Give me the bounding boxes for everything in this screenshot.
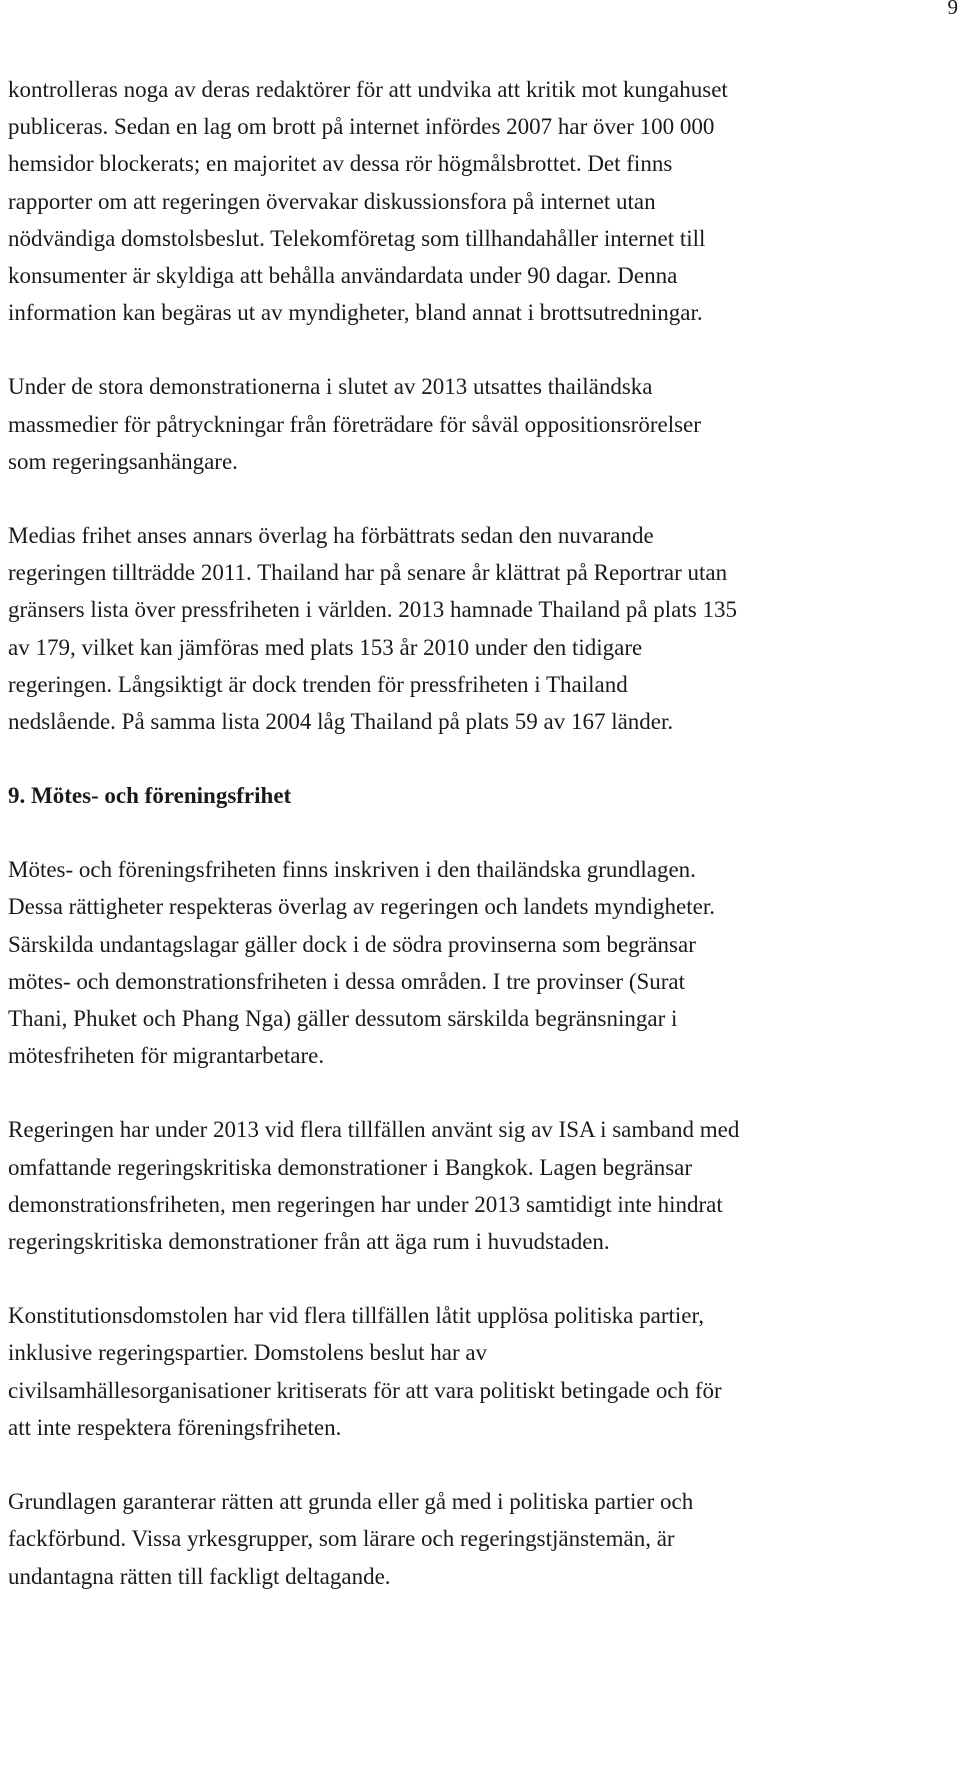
text-line: Dessa rättigheter respekteras överlag av regeringen och landets myndigheter.	[8, 894, 715, 920]
text-line: Särskilda undantagslagar gäller dock i de södra provinserna som begränsar	[8, 931, 696, 957]
text-line: demonstrationsfriheten, men regeringen har under 2013 samtidigt inte hindrat	[8, 1191, 723, 1217]
paragraph-internet-censorship	[8, 71, 953, 331]
paragraph-spacer	[8, 480, 953, 517]
text-line: fackförbund. Vissa yrkesgrupper, som lärare och regeringstjänstemän, är	[8, 1526, 675, 1552]
paragraph-spacer	[8, 1446, 953, 1483]
text-line: nedslående. På samma lista 2004 låg Thailand på plats 59 av 167 länder.	[8, 709, 674, 735]
text-line: Grundlagen garanterar rätten att grunda eller gå med i politiska partier och	[8, 1489, 694, 1515]
text-line: publiceras. Sedan en lag om brott på internet infördes 2007 har över 100 000	[8, 114, 715, 140]
paragraph-spacer	[8, 1074, 953, 1111]
text-line: regeringskritiska demonstrationer från att äga rum i huvudstaden.	[8, 1229, 610, 1255]
paragraph-constitutional-court	[8, 1297, 953, 1446]
text-line: omfattande regeringskritiska demonstrationer i Bangkok. Lagen begränsar	[8, 1154, 693, 1180]
paragraph-spacer	[8, 814, 953, 851]
paragraph-demonstrations-2013	[8, 368, 953, 480]
text-line: rapporter om att regeringen övervakar diskussionsfora på internet utan	[8, 188, 656, 214]
paragraph-isa-usage	[8, 1111, 953, 1260]
text-line: Thani, Phuket och Phang Nga) gäller dessutom särskilda begränsningar i	[8, 1006, 678, 1032]
paragraph-press-freedom	[8, 517, 953, 740]
text-line: massmedier för påtryckningar från företrädare för såväl oppositionsrörelser	[8, 411, 701, 437]
text-line: Under de stora demonstrationerna i slutet av 2013 utsattes thailändska	[8, 374, 653, 400]
paragraph-spacer	[8, 1260, 953, 1297]
text-line: gränsers lista över pressfriheten i världen. 2013 hamnade Thailand på plats 135	[8, 597, 737, 623]
paragraph-union-rights	[8, 1483, 953, 1595]
text-line: undantagna rätten till fackligt deltagande.	[8, 1563, 391, 1589]
text-line: konsumenter är skyldiga att behålla användardata under 90 dagar. Denna	[8, 263, 678, 289]
paragraph-spacer	[8, 740, 953, 777]
paragraph-spacer	[8, 331, 953, 368]
text-line: information kan begäras ut av myndigheter, bland annat i brottsutredningar.	[8, 300, 703, 326]
paragraph-assembly-rights	[8, 851, 953, 1074]
text-line: Mötes- och föreningsfriheten finns inskriven i den thailändska grundlagen.	[8, 857, 696, 883]
text-line: civilsamhällesorganisationer kritiserats för att vara politiskt betingade och för	[8, 1377, 722, 1403]
text-line: kontrolleras noga av deras redaktörer för att undvika att kritik mot kungahuset	[8, 77, 728, 102]
text-line: Konstitutionsdomstolen har vid flera tillfällen låtit upplösa politiska partier,	[8, 1303, 704, 1329]
text-line: att inte respektera föreningsfriheten.	[8, 1414, 342, 1440]
text-line: mötes- och demonstrationsfriheten i dessa områden. I tre provinser (Surat	[8, 968, 686, 994]
text-line: hemsidor blockerats; en majoritet av dessa rör högmålsbrottet. Det finns	[8, 151, 673, 177]
text-line: som regeringsanhängare.	[8, 448, 238, 474]
text-line: regeringen tillträdde 2011. Thailand har på senare år klättrat på Reportrar utan	[8, 560, 728, 586]
text-line: nödvändiga domstolsbeslut. Telekomföretag som tillhandahåller internet till	[8, 225, 706, 251]
text-line: regeringen. Långsiktigt är dock trenden för pressfriheten i Thailand	[8, 671, 628, 697]
text-line: mötesfriheten för migrantarbetare.	[8, 1043, 325, 1069]
text-line: Regeringen har under 2013 vid flera tillfällen använt sig av ISA i samband med	[8, 1117, 740, 1143]
document-body	[8, 71, 953, 1595]
text-line: av 179, vilket kan jämföras med plats 153 år 2010 under den tidigare	[8, 634, 643, 660]
section-heading: 9. Mötes- och föreningsfrihet	[8, 783, 292, 809]
text-line: inklusive regeringspartier. Domstolens beslut har av	[8, 1340, 488, 1366]
text-line: Medias frihet anses annars överlag ha förbättrats sedan den nuvarande	[8, 523, 654, 549]
page-number: 9	[947, 0, 958, 19]
